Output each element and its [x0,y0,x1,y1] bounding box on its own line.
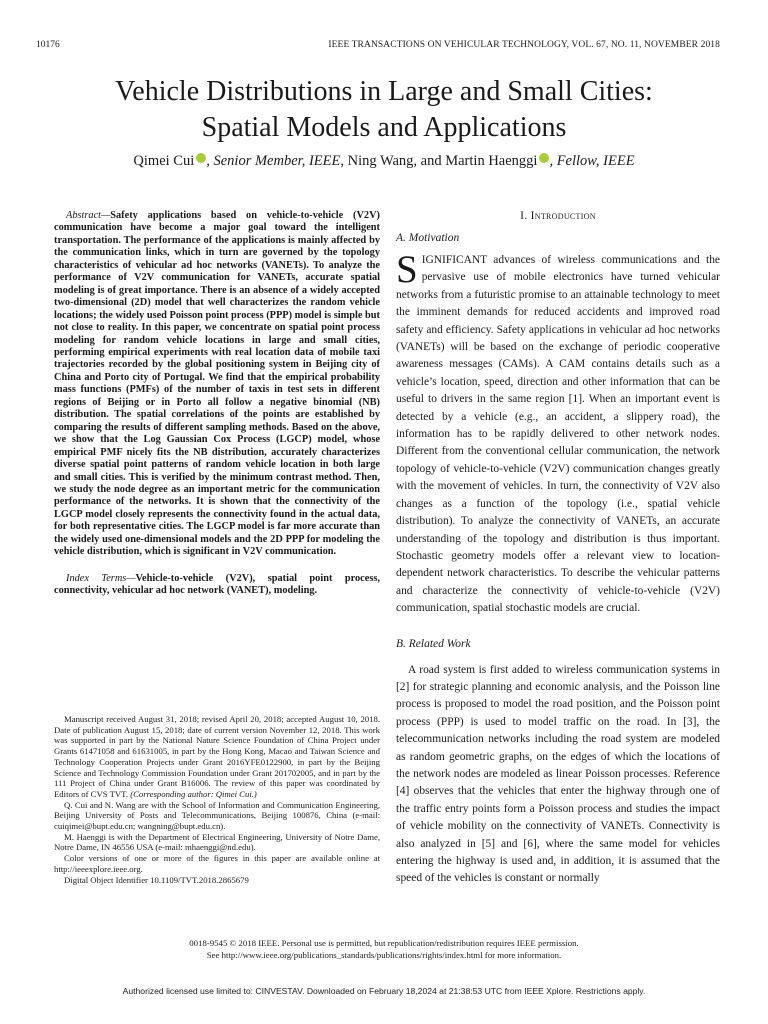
motivation-text: advances of wireless communications and the pervasive use of mobile electronics have turned vehicular networks from a futuristic promise to an attainable technology to meet the imminent demands for reduced accidents and improved road safety and efficiency. Safety applications in vehicular ad hoc networks (VANETs) will be based on the exchange of periodic cooperative awareness messages (CAMs). A CAM contains details such as a vehicle’s location, speed, direction and other information that can be useful to drivers in the same region [1]. When an important event is detected by a vehicle (e.g., an accident, a slippery road), the information has to be rapidly delivered to other network nodes. Different from the conventional cellular communication, the network topology of vehicle-to-vehicle (V2V) communication changes greatly with the movement of vehicles. In turn, the connectivity of V2V also changes as a function of the topology (i.e., spatial vehicle distribution). To analyze the connectivity of VANETs, an accurate understanding of the topology and distribution is thus important. Stochastic geometry models offer a relevant view to location-dependent network characteristics. To describe the vehicular patterns and characterize the connectivity of vehicle-to-vehicle (V2V) communication, spatial stochastic models are crucial. [396,254,720,615]
copyright-line-2: See http://www.ieee.org/publications_standards/publications/rights/index.html for more information. [206,949,562,960]
author-list [0,152,768,170]
section-number: I. [520,210,528,222]
copyright-line-1: 0018-9545 © 2018 IEEE. Personal use is permitted, but republication/redistribution requires IEEE permission. [189,938,579,948]
subheading-related-work: B. Related Work [396,637,471,650]
author-haenggi-role: , Fellow, IEEE [549,153,635,169]
paper-title [0,74,768,146]
index-terms [54,573,380,598]
drop-cap: S [396,248,418,291]
author-cui-role: , Senior Member, IEEE [206,153,341,169]
author-cui: Qimei Cui [133,153,195,169]
footnote-manuscript [54,714,380,800]
footnote [54,714,380,885]
related-work-paragraph: A road system is first added to wireless communication systems in [2] for strategic planning and economic analysis, and the Poisson line process is proposed to model the road position, and the Poisson point process (PPP) is used to model traffic on the road. In [3], the telecommunication networks including the road system are modeled as random geometric graphs, on the edges of which the locations of the network nodes are modeled as linear Poisson processes. Reference [4] observes that the vehicles that enter the highway through one of the traffic entry points form a Poisson process and studies the impact of vehicle mobility on the connectivity of VANETs. Connectivity is also analyzed in [5] and [6], where the same model for vehicles entering the highway is used and, in addition, it is assumed that the speed of the vehicles is constant or normally [396,663,720,885]
author-others: , Ning Wang, and Martin Haenggi [340,153,538,169]
copyright-notice [0,938,768,961]
section-heading-introduction [396,210,720,222]
abstract-text: Safety applications based on vehicle-to-vehicle (V2V) communication have become a major goal toward the intelligent transportation. The performance of the applications is mainly affected by the communication links, which in turn are governed by the topology characteristics of vehicular ad hoc networks (VANETs). To analyze the performance of V2V communication for VANETs, accurate spatial modeling is of great importance. There is an absence of a widely accepted two-dimensional (2D) model that well characterizes the random vehicle locations; the widely used Poisson point process (PPP) model is simple but not close to reality. In this paper, we concentrate on spatial point process modeling for random vehicle locations in large and small cities, performing empirical experiments with real location data of mobile taxi trajectories recorded by the global positioning system in Beijing city of China and Porto city of Portugal. We find that the empirical probability mass functions (PMFs) of the number of taxis in test sets in different regions of Beijing or in Porto all follow a negative binomial (NB) distribution. The spatial correlations of the points are established by comparing the results of different sampling methods. Based on the above, we show that the Log Gaussian Cox Process (LGCP) model, whose empirical PMF nicely fits the NB distribution, accurately characterizes diverse spatial point patterns of random vehicle location in both large and small cities. This is verified by the minimum contrast method. Then, we study the node degree as an important metric for the communication performance of the networks. It is shown that the connectivity of the LGCP model closely represents the connectivity found in the actual data, for both representative cities. The LGCP model is far more accurate than the widely used one-dimensional models and the 2D PPP for modeling the vehicle distribution, which is significant in V2V communication. [54,210,380,558]
footnote-affiliation-2: M. Haenggi is with the Department of Electrical Engineering, University of Notre Dame, Notre Dame, IN 46556 USA (e-mail: mhaenggi@nd.edu). [54,831,380,853]
license-notice: Authorized licensed use limited to: CINVESTAV. Downloaded on February 18,2024 at 21:38:53 UTC from IEEE Xplore. Restrictions apply. [122,986,646,996]
left-column [54,210,380,598]
abstract [54,210,380,559]
index-terms-lead: Index Terms— [66,572,136,584]
index-terms-text: Vehicle-to-vehicle (V2V), spatial point process, connectivity, vehicular ad hoc network (VANET), modeling. [54,572,380,597]
section-title: Introduction [530,210,596,222]
page-number: 10176 [36,40,60,50]
motivation-paragraph [396,248,720,618]
subheading-motivation: A. Motivation [396,232,460,244]
motivation-first-word: IGNIFICANT [421,254,487,266]
footnote-affiliation-1: Q. Cui and N. Wang are with the School of Information and Communication Engineering, Beijing University of Posts and Telecommunications, Beijing 100876, China (e-mail: cuiqimei@bupt.edu.cn; wangning@bupt.edu.cn). [54,799,380,832]
orcid-icon[interactable] [539,153,549,163]
orcid-icon[interactable] [196,153,206,163]
journal-header: IEEE TRANSACTIONS ON VEHICULAR TECHNOLOGY, VOL. 67, NO. 11, NOVEMBER 2018 [328,40,720,50]
footnote-manuscript-text: Manuscript received August 31, 2018; revised April 20, 2018; accepted August 10, 2018. Date of publication August 15, 2018; date of current version November 12, 2018. This work was supported in part by the National Nature Science Foundation of China Project under Grants 61471058 and 61631005, in part by the Hong Kong, Macao and Taiwan Science and Technology Cooperation Projects under Grant 2016YFE0122900, in part by the Beijing Science and Technology Commission Foundation under Grant 201702005, and in part by the 111 Project of China under Grant B16006. The review of this paper was coordinated by Editors of CVS TVT. [54,714,380,799]
title-line-2: Spatial Models and Applications [201,112,567,143]
title-line-1: Vehicle Distributions in Large and Small Cities: [115,76,653,107]
footnote-corresponding: (Corresponding author: Qimei Cui.) [130,788,257,799]
footnote-doi: Digital Object Identifier 10.1109/TVT.2018.2865679 [64,874,249,885]
right-column [396,210,720,888]
footnote-color-note: Color versions of one or more of the figures in this paper are available online at http://ieeexplore.ieee.org. [54,853,380,874]
abstract-lead: Abstract— [66,210,111,221]
